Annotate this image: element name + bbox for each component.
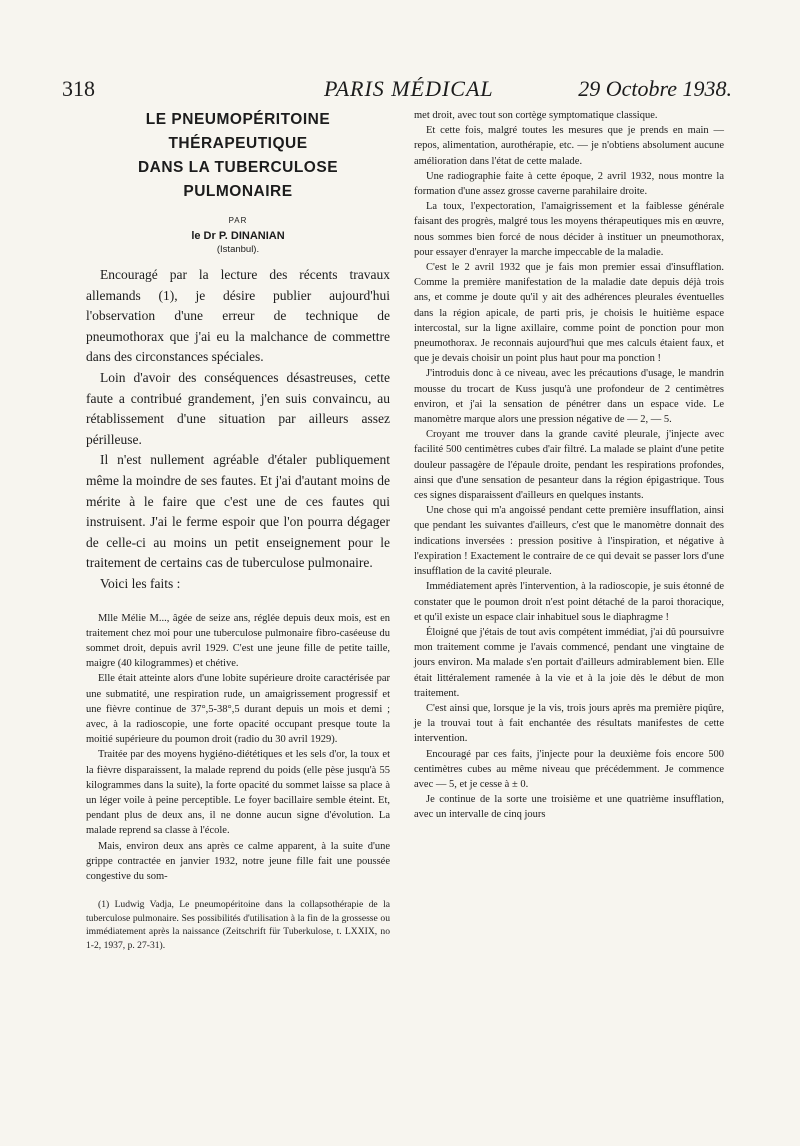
case-section [86,611,390,885]
paragraph: Éloigné que j'étais de tout avis compétent immédiat, j'ai dû poursuivre mon traitement comme je l'avais commencé, pendant une vingtaine de jours environ. Ma malade s'en portait d'ailleurs admirablement bien. Elle était littéralement ramenée à la vie et à la joie dès le début de mon traitement. [414,626,724,699]
paragraph: Je continue de la sorte une troisième et une quatrième insufflation, avec un intervalle de cinq jours [414,794,724,821]
paragraph: Loin d'avoir des conséquences désastreuses, cette faute a contribué grandement, j'en suis convaincu, au rétablissement d'une situation par ailleurs assez périlleuse. [86,369,390,447]
paragraph: La toux, l'expectoration, l'amaigrissement et la faiblesse générale faisant des progrès, malgré tous les moyens thérapeutiques mis en œuvre, nous sommes bien forcé de nous décider à instituer un pneumothorax, pour essayer d'enrayer la marche impeccable de la maladie. [414,201,724,258]
page-number: 318 [62,76,95,101]
title-line: DANS LA TUBERCULOSE [137,159,339,176]
footnote-text: (1) Ludwig Vadja, Le pneumopéritoine dans la collapsothérapie de la tuberculose pulmonaire. Ses possibilités d'utilisation à la fin de la grossesse ou immédiatement après la naissance (Zeitschrift für Tuberkulose, t. LXXIX, no 1-2, 1937, p. 27-31). [86,899,390,951]
issue-date: 29 Octobre 1938. [578,76,732,101]
paragraph: C'est ainsi que, lorsque je la vis, trois jours après ma première piqûre, je la trouvai tout à fait enchantée des résultats manifestes de cette intervention. [414,702,724,745]
byline-par: PAR [228,216,248,225]
paragraph: Il n'est nullement agréable d'étaler publiquement même la moindre de ses fautes. Et j'ai d'autant moins de mérite à le faire que c'est une de ces fautes qui instruisent. J'ai le ferme espoir que l'on pourra dégager de celle-ci au moins un petit enseignement pour le traitement de certains cas de tuberculose pulmonaire. [86,452,390,571]
journal-title: PARIS MÉDICAL [324,76,494,101]
intro-section [86,265,390,595]
paragraph: Encouragé par la lecture des récents travaux allemands (1), je désire publier aujourd'hui l'observation d'une erreur de technique de pneumothorax que j'ai eu la malchance de commettre dans des circonstances spéciales. [86,267,390,365]
left-column [86,108,390,952]
title-line: LE PNEUMOPÉRITOINE [145,111,331,128]
footnote [86,898,390,952]
paragraph: Elle était atteinte alors d'une lobite supérieure droite caractérisée par une submatité, une respiration rude, un amaigrissement progressif et une fièvre continue de 37°,5-38°,5 durant depuis un mois et demi ; avec, à la radioscopie, une forte opacité occupant presque toute la moitié supérieure du poumon droit (radio du 30 avril 1929). [86,673,390,746]
paragraph: met droit, avec tout son cortège symptomatique classique. [414,110,658,121]
paragraph: C'est le 2 avril 1932 que je fais mon premier essai d'insufflation. Comme la première manifestation de la maladie date depuis déjà trois ans, et comme je doute qu'il y ait des adhérences pleurales éventuelles dans la région apicale, de parti pris, je choisis le huitième espace intercostal, sur la ligne axillaire, comme point de ponction pour mon pneumothorax. Je reconnais aujourd'hui que mes calculs étaient faux, et que je devais choisir un point plus haut pour ma ponction ! [414,262,724,365]
paragraph: Une chose qui m'a angoissé pendant cette première insufflation, ainsi que pendant les suivantes d'ailleurs, c'est que le manomètre donnait des indications inversées : pression positive à l'inspiration, et négative à l'expiration ! Exactement le contraire de ce qui devait se passer lors d'une insufflation de la cavité pleurale. [414,505,724,578]
title-line: PULMONAIRE [183,183,293,200]
article-title [86,108,390,204]
paragraph: Mais, environ deux ans après ce calme apparent, à la suite d'une grippe contractée en janvier 1932, notre jeune fille fait une poussée congestive du som- [86,840,390,882]
paragraph: J'introduis donc à ce niveau, avec les précautions d'usage, le mandrin mousse du trocart de Kuss jusqu'à une profondeur de 2 centimètres environ, et j'ai la sensation de pénétrer dans un espace vide. Le manomètre marque alors une pression négative de — 2, — 5. [414,368,724,426]
right-column [414,108,724,823]
paragraph: Mlle Mélie M..., âgée de seize ans, réglée depuis deux mois, est en traitement chez moi pour une tuberculose pulmonaire fibro-caséeuse du sommet droit, depuis avril 1929. C'est une jeune fille de petite taille, maigre (40 kilogrammes) et chétive. [86,612,390,670]
paragraph: Voici les faits : [100,575,181,591]
paragraph: Traitée par des moyens hygiéno-diététiques et les sels d'or, la toux et la fièvre disparaissent, la malade reprend du poids (elle pèse jusqu'à 55 kilogrammes dans la suite), la forte opacité du sommet laisse sa place à un léger voile à peine perceptible. Le foyer bacillaire semble éteint. Et, pendant plus de deux ans, il ne donne aucun signe d'évolution. La malade reprend sa classe à l'école. [86,749,390,837]
author-name: le Dr P. DINANIAN [191,230,285,242]
paragraph: Une radiographie faite à cette époque, 2 avril 1932, nous montre la formation d'une assez grosse caverne parahilaire droite. [414,170,724,198]
paragraph: Encouragé par ces faits, j'injecte pour la deuxième fois encore 500 centimètres cubes au même niveau que précédemment. Je commence avec — 5, et je cesse à ± 0. [414,748,724,790]
author-location: (Istanbul). [216,244,260,255]
paragraph: Croyant me trouver dans la grande cavité pleurale, j'injecte avec facilité 500 centimètres cubes d'air filtré. La malade se plaint d'une petite douleur passagère de l'épaule droite, pendant les respirations profondes, ainsi que d'une sensation de pesanteur dans la région épigastrique. Tous ces signes disparaissent d'ailleurs en quelques instants. [414,429,724,502]
running-header [62,76,732,106]
paragraph: Et cette fois, malgré toutes les mesures que je prends en main — repos, alimentation, aurothérapie, etc. — je n'obtiens absolument aucune amélioration dans l'état de cette malade. [414,125,724,167]
title-line: THÉRAPEUTIQUE [168,135,308,152]
paragraph: Immédiatement après l'intervention, à la radioscopie, je suis étonné de constater que le poumon droit n'est point détaché de la paroi thoracique, et qu'il existe un espace clair inhabituel sous le diaphragme ! [414,581,724,623]
